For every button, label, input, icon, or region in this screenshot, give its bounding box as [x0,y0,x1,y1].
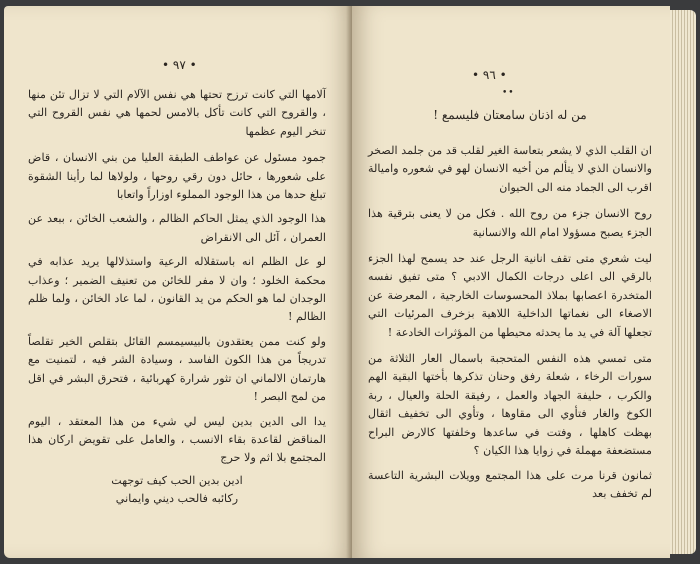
left-paragraph-2: جمود مسئول عن عواطف الطبقة العليا من بني الانسان ، قاض على شعورها ، حائل دون رقي روحها ، ولولاها لما رأينا الشقوة تبلغ حدها من هذا الوجود المملوء اوزاراً واتعابا [28,151,326,202]
verse-line-1: ادين بدين الحب كيف توجهت [111,473,243,487]
right-paragraph-3: ليت شعري متى تقف انانية الرجل عند حد يسمح لهذا الجزء بالرقي الى اعلى درجات الكمال الادبي ؟ متى تفيق نفسه المتخدرة اعصابها بملاذ المحسوسات الخارجية ، المعرضة عن الاصغاء الى نغماتها الداخلية اللاهية بزخرف المرئيات التي تجعلها آلة في يد ما يحدثه محيطها من المؤثرات الخادعة ! [368,252,652,339]
right-paragraph-1: ان القلب الذي لا يشعر بتعاسة الغير لقلب قد من جلمد الصخر والانسان الذي لا يتألم من أخيه الانسان لهو في شعوره واميالة اقرب الى الجماد منه الى الحيوان [368,144,652,194]
right-paragraph-4: متى تمسي هذه النفس المتحجبة باسمال العار الثلاثة من سورات الرخاء ، شعلة رفق وحنان تذكرها بأختها البقية الهم والكرب ، حليفة الجهاد والعمل ، رفيقة الحلة والعيال ، ربة الكوخ والغار فتأوي الى مقاوها ، وتأوي الى تخفيف اثقال بهظت كاهلها ، وفتت في ساعدها وخلفتها كالارض البراح مستضعفة مهملة في زوايا هذا الكيان ؟ [368,352,652,458]
right-paragraph-2: روح الانسان جزء من روح الله . فكل من لا يعنى بترقية هذا الجزء يصبح مسؤولا امام الله والانسانية [368,207,652,239]
verse-line-2: ركائبه فالحب ديني وايماني [115,492,239,506]
left-page-number: • ٩٧ • [162,58,197,72]
section-heading: من له اذنان سامعتان فليسمع ! [433,108,587,122]
left-paragraph-1: آلامها التي كانت ترزح تحتها هي نفس الآلام التي لا تزال تئن منها ، والقروح التي كانت تأكل بالامس لحمها هي نفس القروح التي تنخر اليوم عظمها [28,88,326,138]
left-paragraph-3: هذا الوجود الذي يمثل الحاكم الظالم ، والشعب الخائن ، ببعد عن العمران ، آئل الى الانقراض [28,212,326,244]
left-paragraph-6: يدا الى الدين بدين ليس لي شيء من هذا المعتقد ، اليوم المناقض لقاعدة بقاء الانسب ، والعامل على تقويض اركان هذا المجتمع بلا اثم ولا حرج [28,414,326,465]
right-page-text [368,142,652,503]
left-paragraph-5: ولو كنت ممن يعتقدون بالبيسيمسم القائل بتقلص الخير تقلصاً تدريجاً من هذا الكون الفاسد ، وسيادة الشر فيه ، لتمنيت مع هارتمان الالماني ان تثور شرارة كهربائية ، فتحرق البشر في اقل من لمح البصر ! [28,334,326,404]
open-book [4,6,696,558]
right-page [352,6,670,558]
right-paragraph-5: ثمانون قرنا مرت على هذا المجتمع وويلات البشرية التاعسة لم تخفف بعد [368,468,652,500]
left-paragraph-4: لو عل الظلم انه باستقلاله الرعية واستذلالها يريد عذابه في محكمة الخلود ؛ وان لا مفر للخائن من تعنيف الضمير ؛ وعذاب الوجدان لما هو الحكم من يد القانون ، لما عاد الخائن ، ولما ظلم الظالم ! [28,255,326,324]
left-page-text [28,86,326,509]
left-page [4,6,352,558]
section-mark: •• [502,88,515,98]
page-edges [670,10,696,554]
right-page-number: • ٩٦ • [472,68,507,82]
